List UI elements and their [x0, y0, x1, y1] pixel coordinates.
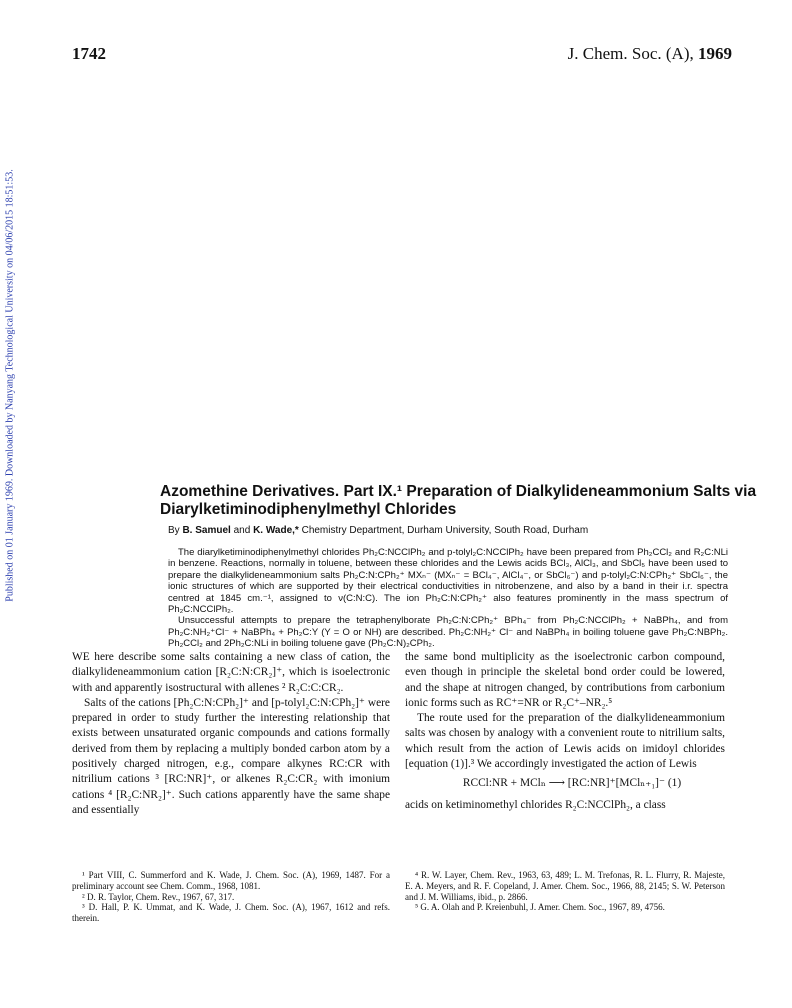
journal-name: J. Chem. Soc. (A), — [567, 44, 698, 63]
footnote: ⁵ G. A. Olah and P. Kreienbuhl, J. Amer. Chem. Soc., 1967, 89, 4756. — [415, 902, 665, 913]
footnotes-left — [72, 870, 390, 924]
body-paragraph: The route used for the preparation of the dialkylideneammonium salts was chosen by analogy with a convenient route to nitrilium salts, which result from the action of Lewis acids on imidoyl chlorides [equation (1)].³ We accordingly investigated the action of Lewis — [405, 712, 725, 771]
download-watermark-text[interactable]: Published on 01 January 1969. Downloaded by Nanyang Technological University on 04/06/2015 18:51:53. — [4, 169, 16, 602]
author-2: K. Wade,* — [253, 525, 299, 536]
byline-and: and — [230, 525, 254, 536]
page-number: 1742 — [72, 44, 106, 63]
body-left-column — [72, 650, 390, 818]
abstract-paragraph-1: The diarylketiminodiphenylmethyl chlorides Ph₂C:NCClPh₂ and p-tolyl₂C:NCClPh₂ have been prepared from Ph₂CCl₂ and R₂C:NLi in benzene. Reactions, normally in toluene, between these chlorides and the Lewis acids BCl₃, AlCl₃, and SbCl₅ have been used to prepare the dialkylideneammonium salts Ph₂C:N:CPh₂⁺ MXₙ⁻ (MXₙ⁻ = BCl₄⁻, AlCl₄⁻, or SbCl₆⁻) and p-tolyl₂C:N:CPh₂⁺ SbCl₆⁻, the ionic structures of which are supported by their electrical conductivities in nitrobenzene, and also by a band in their i.r. spectra centred at 1845 cm.⁻¹, assigned to ν(C:N:C). The ion Ph₂C:N:CPh₂⁺ also features prominently in the mass spectrum of Ph₂C:NCClPh₂. — [168, 547, 728, 616]
author-1: B. Samuel — [182, 525, 231, 536]
footnote: ² D. R. Taylor, Chem. Rev., 1967, 67, 317. — [82, 891, 235, 902]
article-title: Azomethine Derivatives. Part IX.¹ Preparation of Dialkylideneammonium Salts via Diarylketiminodiphenylmethyl Chlorides — [160, 483, 757, 518]
footnote: ⁴ R. W. Layer, Chem. Rev., 1963, 63, 489; L. M. Trefonas, R. L. Flurry, R. Majeste, E. A. Meyers, and R. F. Copeland, J. Amer. Chem. Soc., 1966, 88, 2145; S. W. Peterson and J. M. Williams, ibid., p. 2866. — [405, 870, 725, 902]
download-watermark — [0, 0, 24, 1008]
abstract — [168, 547, 728, 650]
byline — [168, 525, 768, 536]
footnotes-right — [405, 870, 725, 913]
byline-prefix: By — [168, 525, 183, 536]
body-paragraph: the same bond multiplicity as the isoelectronic carbon compound, even though in principle the skeletal bond order could be lowered, and the shape at nitrogen changed, by contributions from carbonium ionic forms such as RC⁺=NR or R₂C⁺–NR₂.⁵ — [405, 651, 725, 709]
body-paragraph: WE here describe some salts containing a new class of cation, the dialkylideneammonium cation [R₂C:N:CR₂]⁺, which is isoelectronic with and apparently isostructural with allenes ² R₂C:C:CR₂. — [72, 651, 390, 694]
footnote: ¹ Part VIII, C. Summerford and K. Wade, J. Chem. Soc. (A), 1969, 1487. For a preliminary account see Chem. Comm., 1968, 1081. — [72, 870, 390, 891]
body-right-column — [405, 650, 725, 813]
abstract-paragraph-2: Unsuccessful attempts to prepare the tetraphenylborate Ph₂C:N:CPh₂⁺ BPh₄⁻ from Ph₂C:NCClPh₂ + NaBPh₄, and from Ph₂C:NH₂⁺Cl⁻ + NaBPh₄ + Ph₂C:Y (Y = O or NH) are described. Ph₂C:NH₂⁺ Cl⁻ and NaBPh₄ in boiling toluene gave Ph₂C:NBPh₂. Ph₂CCl₂ and 2Ph₂C:NLi in boiling toluene gave (Ph₂C:N)₂CPh₂. — [168, 615, 728, 650]
equation-1: RCCl:NR + MClₙ ⟶ [RC:NR]⁺[MClₙ₊₁]⁻ (1) — [462, 777, 682, 790]
body-paragraph: acids on ketiminomethyl chlorides R₂C:NCClPh₂, a class — [405, 798, 666, 811]
body-paragraph: Salts of the cations [Ph₂C:N:CPh₂]⁺ and [p-tolyl₂C:N:CPh₂]⁺ were prepared in order to study further the interesting relationship that exists between unsaturated organic compounds and cations formally derived from them by replacing a multiply bonded carbon atom by a positively charged nitrogen, e.g., compare alkynes RC:CR with nitrilium cations ³ [RC:NR]⁺, or alkenes R₂C:CR₂ with imonium cations ⁴ [R₂C:NR₂]⁺. Such cations apparently have the same shape and essentially — [72, 696, 390, 816]
affiliation: Chemistry Department, Durham University, South Road, Durham — [298, 525, 589, 536]
journal-year: 1969 — [698, 44, 732, 63]
journal-header — [568, 44, 732, 64]
footnote: ³ D. Hall, P. K. Ummat, and K. Wade, J. Chem. Soc. (A), 1967, 1612 and refs. therein. — [72, 902, 390, 924]
